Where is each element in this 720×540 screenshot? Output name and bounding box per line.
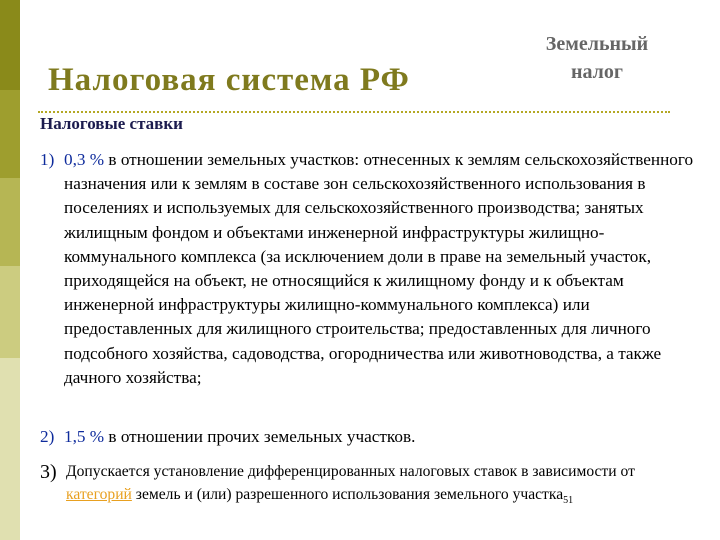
list-item-text — [40, 148, 702, 390]
list-item-text — [40, 425, 702, 449]
list-item-number: 3) — [40, 461, 57, 483]
sidebar-block — [0, 358, 20, 540]
list-item-number: 2) — [40, 427, 55, 446]
section-title-line: налог — [570, 61, 623, 83]
sidebar-block — [0, 178, 20, 266]
list-item-number: 1) — [40, 150, 55, 169]
decorative-sidebar — [0, 0, 20, 540]
list-item — [40, 425, 702, 449]
sidebar-block — [0, 0, 20, 90]
sidebar-block — [0, 90, 20, 178]
section-title — [532, 30, 662, 86]
slide-title: Налоговая система РФ — [48, 62, 410, 98]
list-item-text — [40, 460, 702, 512]
list-item-body: в отношении прочих земельных участков. — [104, 427, 416, 446]
title-divider — [38, 111, 670, 113]
categories-link[interactable]: категорий — [66, 486, 132, 503]
list-item-body: земель и (или) разрешенного использования земельного участка — [131, 486, 564, 503]
sidebar-block — [0, 266, 20, 358]
tax-rate: 0,3 % — [64, 150, 105, 169]
list-item — [40, 148, 702, 390]
list-item — [40, 460, 702, 512]
tax-rate: 1,5 % — [64, 427, 105, 446]
list-item-body: Допускается установление дифференцированных налоговых ставок в зависимости от — [66, 463, 635, 480]
subheading: Налоговые ставки — [40, 114, 183, 133]
list-item-body: в отношении земельных участков: отнесенных к землям сельскохозяйственного назначения или к землям в составе зон сельскохозяйственного использования в поселениях и используемых для сельскохозяйственного производства; занятых жилищным фондом и объектами инженерной инфраструктуры жилищно-коммунального комплекса (за исключением доли в праве на земельный участок, приходящейся на объект, не относящийся к жилищному фонду и к объектам инженерной инфраструктуры жилищно-коммунального комплекса) или предоставленных для жилищного строительства; предоставленных для личного подсобного хозяйства, садоводства, огородничества или животноводства, а также дачного хозяйства; — [64, 150, 694, 387]
page-number: 51 — [563, 495, 574, 507]
section-title-line: Земельный — [545, 33, 649, 55]
